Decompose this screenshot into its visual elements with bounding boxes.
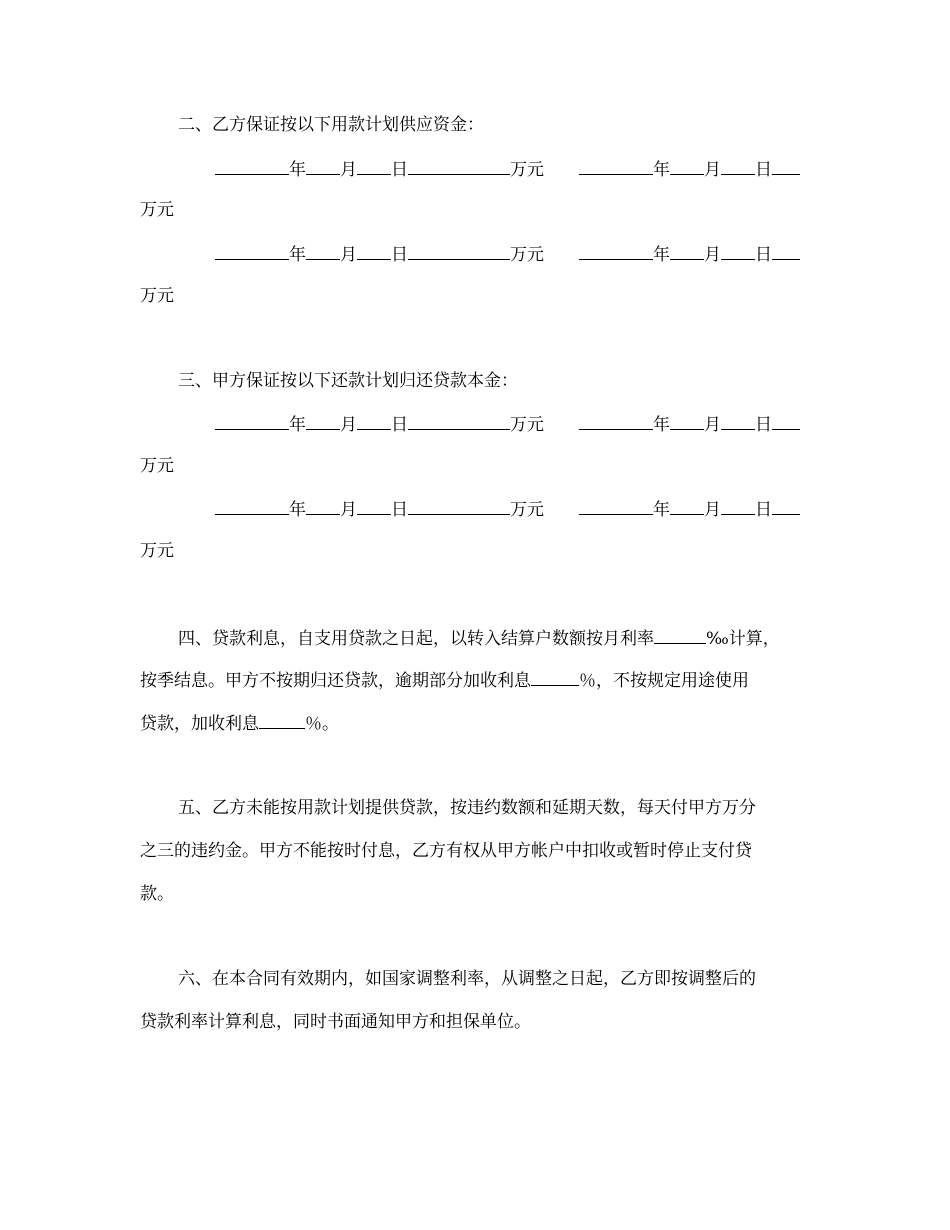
month-label: 月 [704,160,721,180]
blank-amount-field[interactable] [772,242,800,260]
month-label: 月 [340,415,357,435]
section-2-wrap-unit: 万元 [140,286,174,306]
blank-day-field[interactable] [357,412,391,430]
blank-year-field[interactable] [215,157,289,175]
year-label: 年 [289,160,306,180]
section-6-line-1: 六、在本合同有效期内，如国家调整利率，从调整之日起，乙方即按调整后的 [178,969,756,989]
section-2-heading: 二、乙方保证按以下用款计划供应资金： [178,115,484,135]
year-label: 年 [289,500,306,520]
section-2-wrap-unit: 万元 [140,200,174,220]
section-4-text: 贷款，加收利息 [140,714,259,734]
section-3-heading: 三、甲方保证按以下还款计划归还贷款本金： [178,371,518,391]
month-label: 月 [340,160,357,180]
blank-year-field[interactable] [215,412,289,430]
blank-amount-field[interactable] [408,497,510,515]
section-3-schedule-row-right [579,497,800,519]
wan-yuan-label: 万元 [510,415,544,435]
blank-day-field[interactable] [721,497,755,515]
wan-yuan-label: 万元 [510,500,544,520]
wan-yuan-label: 万元 [510,245,544,265]
blank-month-field[interactable] [670,242,704,260]
blank-overdue-rate-field[interactable] [531,668,579,686]
section-4-text: ％。 [305,714,339,734]
section-3-schedule-row-right [579,412,800,434]
section-2-schedule-row [215,242,544,264]
blank-month-field[interactable] [306,497,340,515]
section-4-text: ‰计算， [706,629,780,649]
year-label: 年 [289,415,306,435]
section-3-wrap-unit: 万元 [140,541,174,561]
section-2-schedule-row-right [579,157,800,179]
blank-day-field[interactable] [721,412,755,430]
section-6-line-2: 贷款利率计算利息，同时书面通知甲方和担保单位。 [140,1012,531,1032]
blank-day-field[interactable] [357,157,391,175]
section-4-text: ％，不按规定用途使用 [579,671,749,691]
month-label: 月 [340,500,357,520]
blank-monthly-rate-field[interactable] [654,626,706,644]
blank-month-field[interactable] [306,157,340,175]
blank-amount-field[interactable] [772,497,800,515]
blank-day-field[interactable] [721,242,755,260]
day-label: 日 [391,500,408,520]
day-label: 日 [391,245,408,265]
blank-amount-field[interactable] [408,242,510,260]
year-label: 年 [653,245,670,265]
section-4-line-1 [178,626,780,648]
month-label: 月 [704,500,721,520]
section-5-line-2: 之三的违约金。甲方不能按时付息，乙方有权从甲方帐户中扣收或暂时停止支付贷 [140,841,752,861]
section-5-line-1: 五、乙方未能按用款计划提供贷款，按违约数额和延期天数，每天付甲方万分 [178,798,756,818]
blank-month-field[interactable] [670,497,704,515]
day-label: 日 [755,500,772,520]
section-2-schedule-row [215,157,544,179]
day-label: 日 [391,160,408,180]
day-label: 日 [755,245,772,265]
section-3-schedule-row [215,497,544,519]
blank-year-field[interactable] [579,242,653,260]
blank-year-field[interactable] [579,412,653,430]
blank-year-field[interactable] [215,497,289,515]
year-label: 年 [653,415,670,435]
month-label: 月 [704,415,721,435]
blank-month-field[interactable] [670,157,704,175]
blank-day-field[interactable] [357,242,391,260]
section-3-wrap-unit: 万元 [140,456,174,476]
blank-year-field[interactable] [579,157,653,175]
blank-day-field[interactable] [357,497,391,515]
day-label: 日 [391,415,408,435]
section-2-schedule-row-right [579,242,800,264]
blank-day-field[interactable] [721,157,755,175]
section-5-line-3: 款。 [140,884,174,904]
blank-month-field[interactable] [670,412,704,430]
blank-amount-field[interactable] [408,412,510,430]
section-4-text: 四、贷款利息，自支用贷款之日起，以转入结算户数额按月利率 [178,629,654,649]
blank-year-field[interactable] [579,497,653,515]
section-4-line-3 [140,711,339,733]
blank-year-field[interactable] [215,242,289,260]
blank-misuse-rate-field[interactable] [259,711,305,729]
blank-amount-field[interactable] [772,412,800,430]
blank-amount-field[interactable] [772,157,800,175]
month-label: 月 [340,245,357,265]
blank-month-field[interactable] [306,242,340,260]
section-4-text: 按季结息。甲方不按期归还贷款，逾期部分加收利息 [140,671,531,691]
wan-yuan-label: 万元 [510,160,544,180]
blank-amount-field[interactable] [408,157,510,175]
year-label: 年 [653,160,670,180]
section-4-line-2 [140,668,749,690]
blank-month-field[interactable] [306,412,340,430]
day-label: 日 [755,160,772,180]
month-label: 月 [704,245,721,265]
year-label: 年 [653,500,670,520]
day-label: 日 [755,415,772,435]
section-3-schedule-row [215,412,544,434]
year-label: 年 [289,245,306,265]
